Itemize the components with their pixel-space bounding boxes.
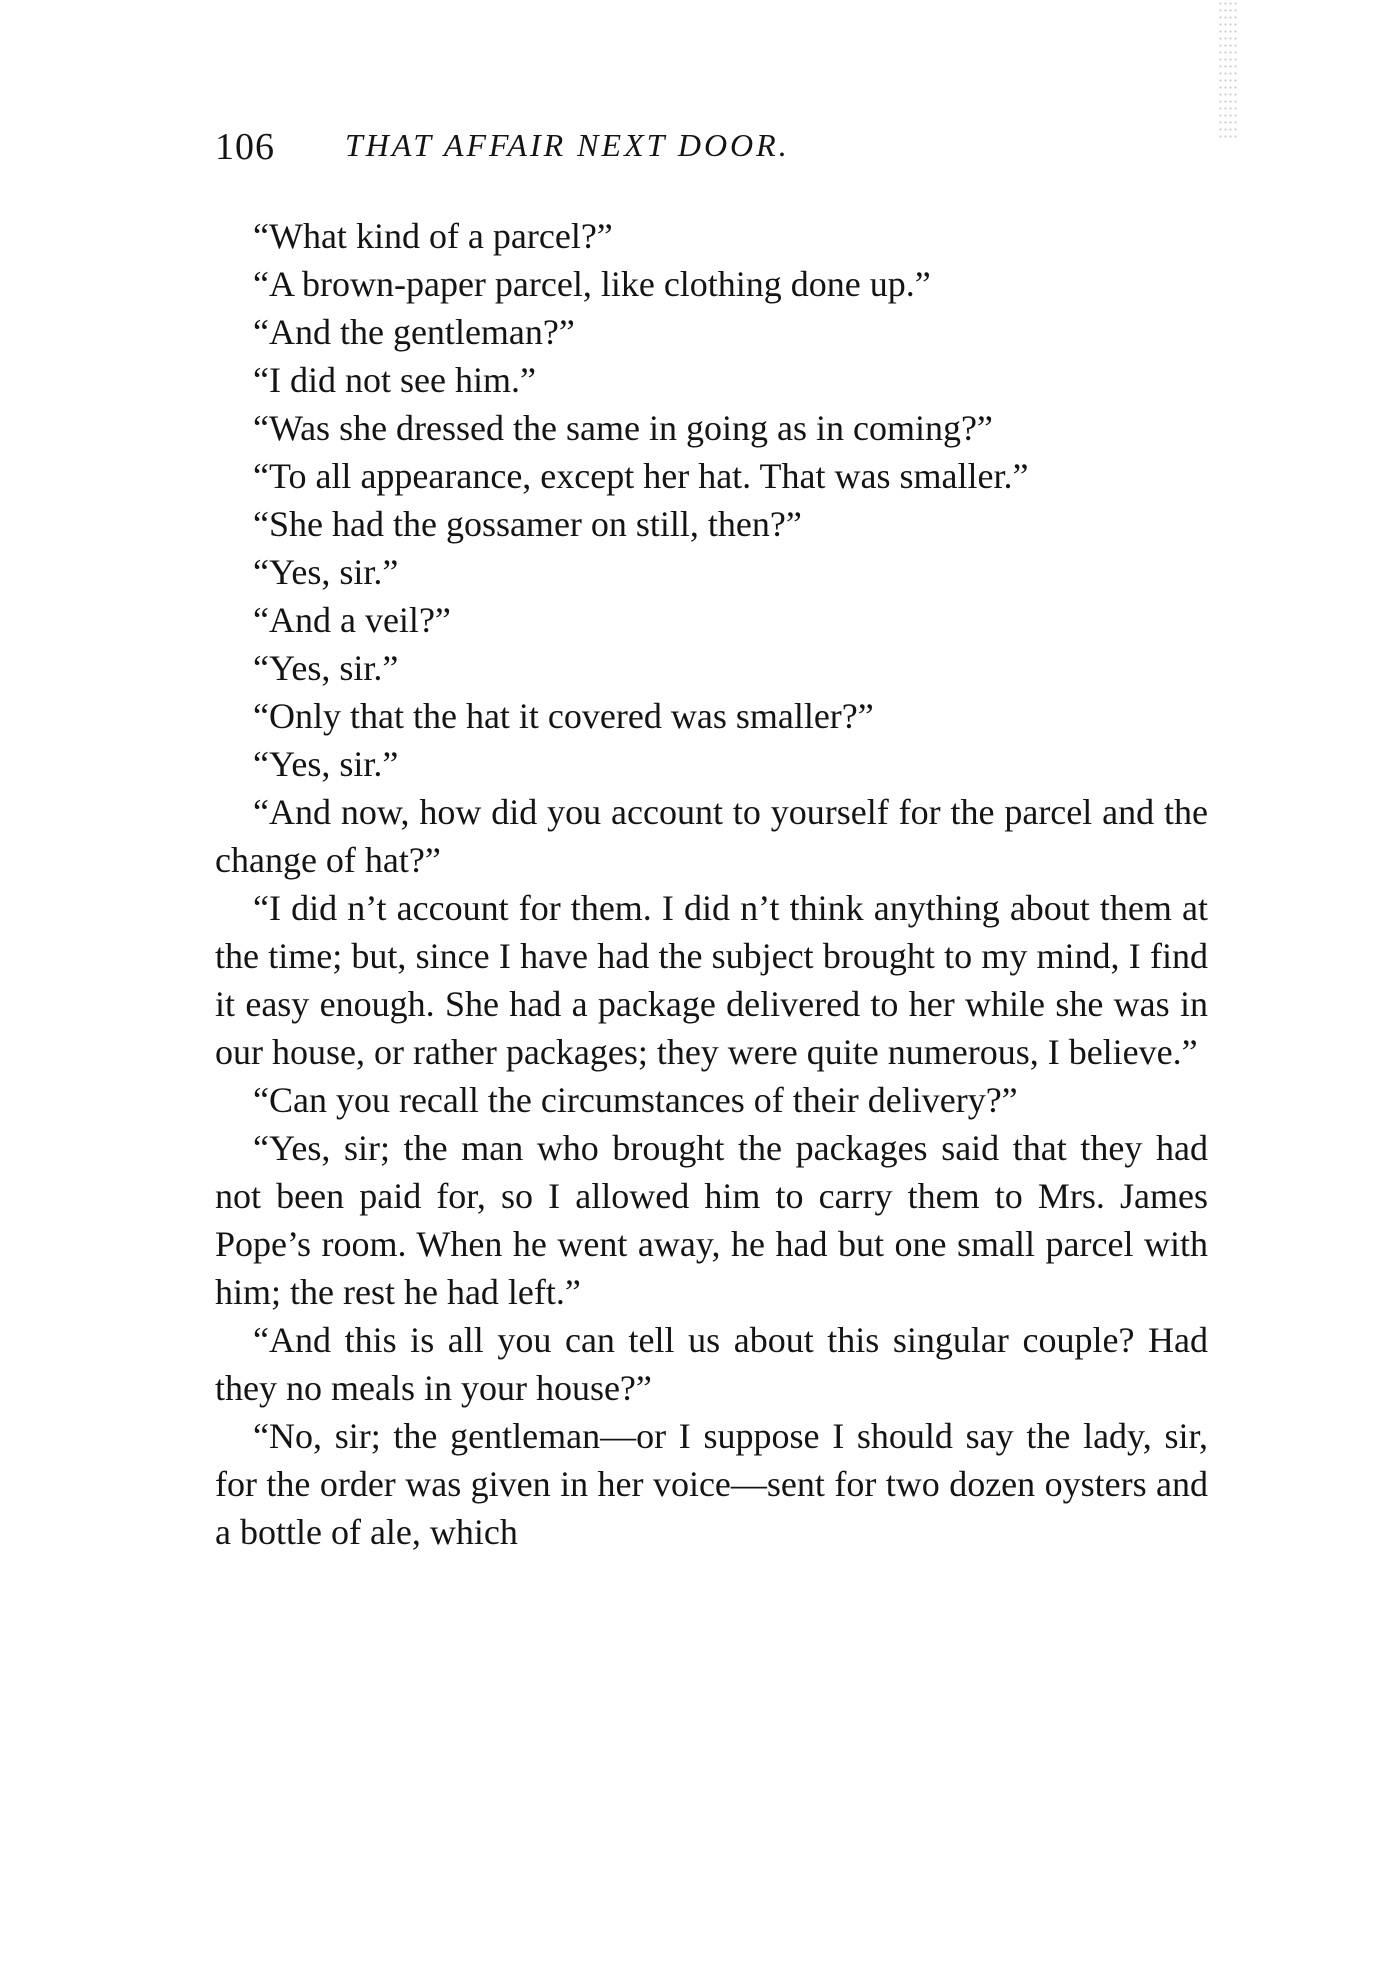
- paragraph: “Was she dressed the same in going as in coming?”: [253, 408, 993, 448]
- paragraph: “And this is all you can tell us about this singular couple? Had they no meals in your house?”: [215, 1320, 1208, 1408]
- paragraph: “A brown-paper parcel, like clothing done up.”: [253, 264, 931, 304]
- running-title: THAT AFFAIR NEXT DOOR.: [345, 127, 790, 163]
- paragraph: “She had the gossamer on still, then?”: [253, 504, 802, 544]
- paragraph: “I did not see him.”: [253, 360, 536, 400]
- paragraph: “And a veil?”: [253, 600, 451, 640]
- page-edge-speckle: [1218, 0, 1238, 140]
- paragraph: “And now, how did you account to yourself for the parcel and the change of hat?”: [215, 792, 1208, 880]
- paragraph: “Yes, sir.”: [253, 744, 399, 784]
- book-page: [215, 125, 1208, 1552]
- paragraph: “I did n’t account for them. I did n’t think anything about them at the time; but, since I have had the subject brought to my mind, I find it easy enough. She had a package delivered to her while she was in our house, or rather packages; they were quite numerous, I believe.”: [215, 888, 1208, 1072]
- body-text: [215, 212, 1208, 1556]
- page-header: [215, 125, 1208, 185]
- paragraph: “Only that the hat it covered was smaller?”: [253, 696, 874, 736]
- paragraph: “Yes, sir; the man who brought the packages said that they had not been paid for, so I allowed him to carry them to Mrs. James Pope’s room. When he went away, he had but one small parcel with him; the rest he had left.”: [215, 1128, 1208, 1312]
- paragraph: “Can you recall the circumstances of their delivery?”: [253, 1080, 1018, 1120]
- paragraph: “No, sir; the gentleman—or I suppose I should say the lady, sir, for the order was given in her voice—sent for two dozen oysters and a bottle of ale, which: [215, 1416, 1208, 1552]
- paragraph: “Yes, sir.”: [253, 648, 399, 688]
- paragraph: “Yes, sir.”: [253, 552, 399, 592]
- paragraph: “To all appearance, except her hat. That was smaller.”: [253, 456, 1029, 496]
- page-number: 106: [215, 126, 275, 168]
- paragraph: “What kind of a parcel?”: [253, 216, 613, 256]
- paragraph: “And the gentleman?”: [253, 312, 575, 352]
